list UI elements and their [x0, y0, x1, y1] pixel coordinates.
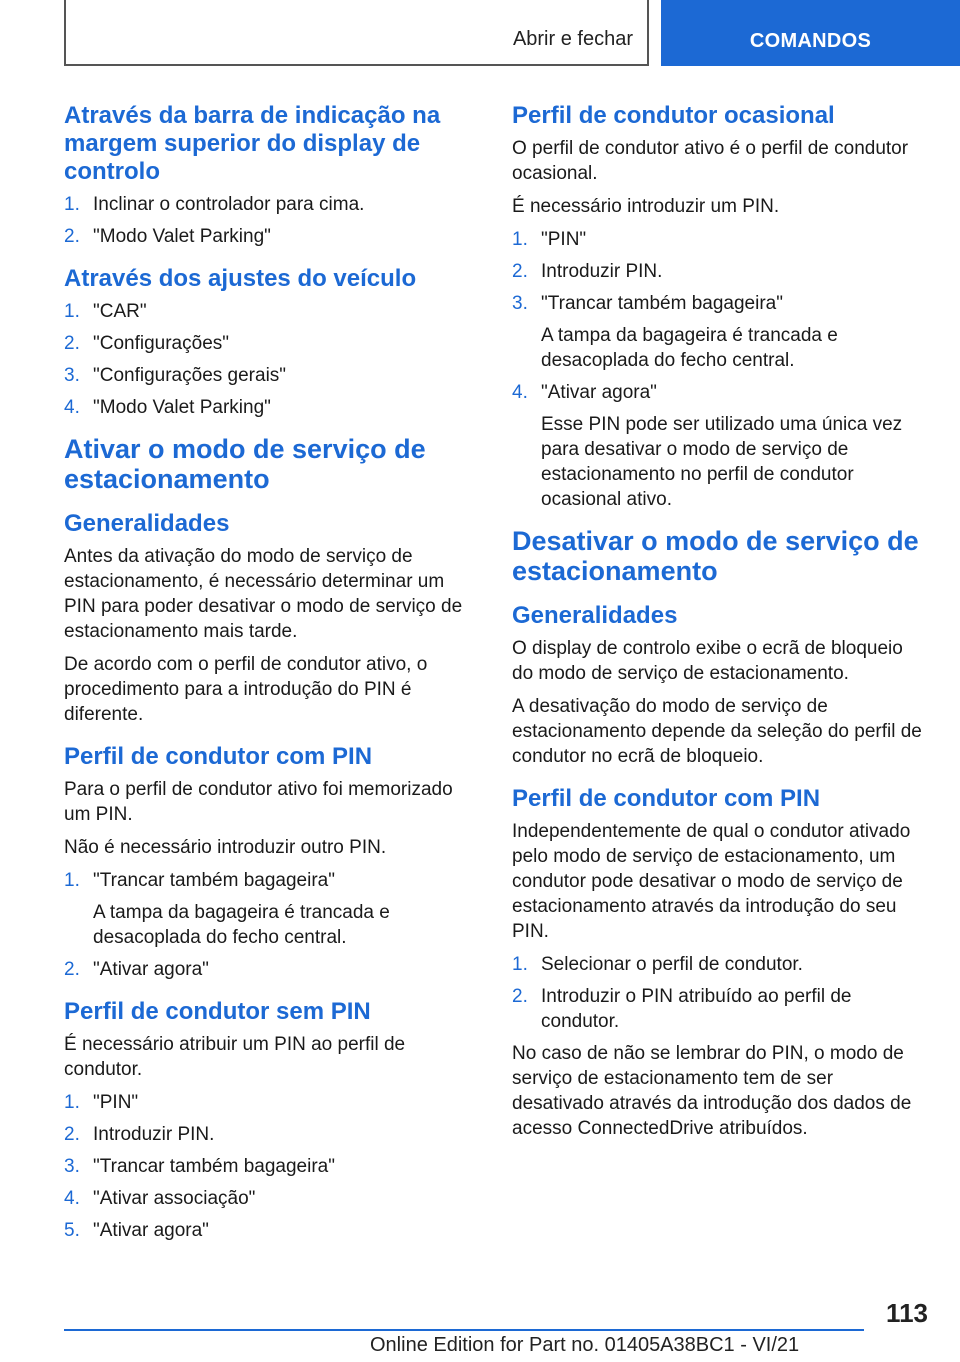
list-item [64, 363, 478, 388]
list-item [512, 380, 926, 512]
top-bar-steps [64, 192, 478, 249]
list-item [512, 984, 926, 1034]
list-item [64, 1090, 478, 1115]
list-item-note: A tampa da bagageira é trancada e desacoplada do fecho central. [541, 325, 838, 371]
paragraph-general-1: Antes da ativação do modo de serviço de estacionamento, é necessário determinar um PIN para poder desativar o modo de serviço de estacionamento mais tarde. [64, 546, 463, 642]
list-item-text: Introduzir PIN. [541, 261, 663, 282]
left-column [64, 102, 478, 1250]
list-item-number: 1. [64, 870, 80, 891]
list-item-number: 1. [64, 301, 80, 322]
paragraph-forgot-pin: No caso de não se lembrar do PIN, o modo de serviço de estacionamento tem de ser desativado através da introdução dos dados de acesso ConnectedDrive atribuídos. [512, 1043, 912, 1139]
paragraph-guest-2: É necessário introduzir um PIN. [512, 196, 780, 217]
list-item-number: 4. [64, 1188, 80, 1209]
heading-profile-with-pin-left: Perfil de condutor com PIN [64, 743, 373, 770]
list-item-number: 5. [64, 1220, 80, 1241]
page-number: 113 [886, 1298, 928, 1328]
list-item [512, 259, 926, 284]
list-item-number: 2. [64, 959, 80, 980]
list-item [64, 224, 478, 249]
list-item-text: Selecionar o perfil de condutor. [541, 954, 803, 975]
list-item-number: 2. [64, 1124, 80, 1145]
right-column [512, 102, 926, 1149]
with-pin-steps-left [64, 868, 478, 982]
heading-activate-valet: Ativar o modo de serviço de estacionamento [64, 434, 426, 494]
list-item-text: "Modo Valet Parking" [93, 397, 271, 418]
list-item [64, 299, 478, 324]
list-item [64, 1186, 478, 1211]
list-item-note: Esse PIN pode ser utilizado uma única vez para desativar o modo de serviço de estacionamento no perfil de condutor ocasional ativo. [541, 414, 903, 510]
list-item [64, 395, 478, 420]
list-item-number: 2. [64, 226, 80, 247]
paragraph-deactivate-general-2: A desativação do modo de serviço de estacionamento depende da seleção do perfil de condutor no ecrã de bloqueio. [512, 696, 922, 767]
list-item-number: 3. [64, 365, 80, 386]
guest-steps [512, 227, 926, 512]
list-item-text: "Ativar agora" [541, 382, 657, 403]
paragraph-deactivate-general-1: O display de controlo exibe o ecrã de bloqueio do modo de serviço de estacionamento. [512, 638, 903, 684]
list-item [512, 227, 926, 252]
list-item-text: "Ativar agora" [93, 1220, 209, 1241]
paragraph-with-pin-2: Não é necessário introduzir outro PIN. [64, 837, 387, 858]
list-item [512, 952, 926, 977]
footer-divider [64, 1329, 864, 1331]
heading-general-left: Generalidades [64, 510, 230, 537]
list-item-number: 2. [512, 261, 528, 282]
list-item-text: "CAR" [93, 301, 147, 322]
list-item [512, 291, 926, 373]
list-item-number: 1. [512, 229, 528, 250]
paragraph-deactivate-with-pin: Independentemente de qual o condutor ativado pelo modo de serviço de estacionamento, um condutor pode desativar o modo de serviço de estacionamento através da introdução do seu PIN. [512, 821, 911, 942]
list-item-text: Introduzir o PIN atribuído ao perfil de condutor. [541, 986, 852, 1032]
paragraph-general-2: De acordo com o perfil de condutor ativo, o procedimento para a introdução do PIN é diferente. [64, 654, 428, 725]
list-item-text: "Configurações" [93, 333, 230, 354]
header-chapter-title: COMANDOS [749, 30, 872, 52]
list-item-text: "Ativar associação" [93, 1188, 256, 1209]
heading-deactivate-valet: Desativar o modo de serviço de estacionamento [512, 526, 919, 586]
list-item-number: 3. [512, 293, 528, 314]
heading-profile-without-pin: Perfil de condutor sem PIN [64, 998, 371, 1025]
paragraph-without-pin: É necessário atribuir um PIN ao perfil de condutor. [64, 1034, 406, 1080]
heading-general-right: Generalidades [512, 602, 678, 629]
list-item [64, 1154, 478, 1179]
vehicle-settings-steps [64, 299, 478, 420]
list-item-text: "Modo Valet Parking" [93, 226, 271, 247]
without-pin-steps [64, 1090, 478, 1243]
list-item [64, 331, 478, 356]
list-item [64, 192, 478, 217]
list-item-number: 3. [64, 1156, 80, 1177]
list-item [64, 1122, 478, 1147]
list-item-text: Inclinar o controlador para cima. [93, 194, 365, 215]
list-item-text: "Ativar agora" [93, 959, 209, 980]
heading-guest-profile: Perfil de condutor ocasional [512, 102, 835, 129]
header-section-box [64, 0, 649, 66]
list-item-text: "PIN" [541, 229, 587, 250]
heading-top-bar: Através da barra de indicação na margem superior do display de controlo [64, 102, 441, 185]
list-item [64, 868, 478, 950]
list-item-number: 2. [512, 986, 528, 1007]
list-item-number: 1. [64, 1092, 80, 1113]
list-item-text: "Configurações gerais" [93, 365, 287, 386]
footer-edition-text: Online Edition for Part no. 01405A38BC1 - VI/21 [370, 1334, 800, 1356]
header-section-title: Abrir e fechar [512, 28, 633, 50]
list-item-text: "Trancar também bagageira" [93, 1156, 335, 1177]
list-item-number: 1. [512, 954, 528, 975]
list-item-number: 4. [64, 397, 80, 418]
paragraph-with-pin-1: Para o perfil de condutor ativo foi memorizado um PIN. [64, 779, 453, 825]
list-item-text: Introduzir PIN. [93, 1124, 215, 1145]
with-pin-steps-right [512, 952, 926, 1034]
list-item-number: 1. [64, 194, 80, 215]
list-item-text: "PIN" [93, 1092, 139, 1113]
heading-vehicle-settings: Através dos ajustes do veículo [64, 265, 417, 292]
list-item-text: "Trancar também bagageira" [541, 293, 783, 314]
list-item-text: "Trancar também bagageira" [93, 870, 335, 891]
list-item [64, 1218, 478, 1243]
list-item [64, 957, 478, 982]
header-chapter-tab [661, 0, 960, 66]
list-item-number: 2. [64, 333, 80, 354]
paragraph-guest-1: O perfil de condutor ativo é o perfil de condutor ocasional. [512, 138, 909, 184]
list-item-note: A tampa da bagageira é trancada e desacoplada do fecho central. [93, 902, 390, 948]
heading-profile-with-pin-right: Perfil de condutor com PIN [512, 785, 821, 812]
list-item-number: 4. [512, 382, 528, 403]
